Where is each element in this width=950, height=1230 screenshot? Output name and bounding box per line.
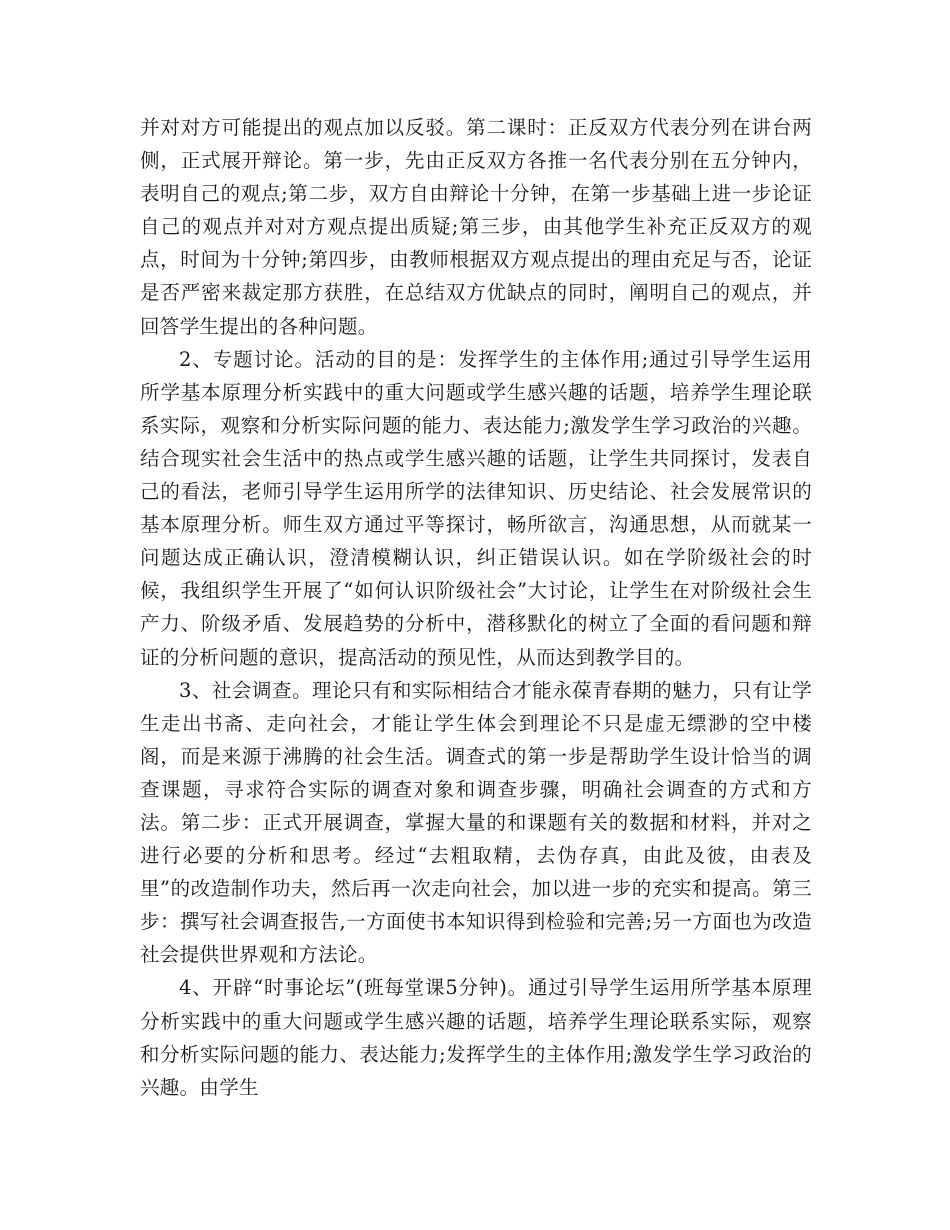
- paragraph-social-survey: 3、社会调查。理论只有和实际相结合才能永葆青春期的魅力，只有让学生走出书斋、走向社会，才能让学生体会到理论不只是虚无缥渺的空中楼阁，而是来源于沸腾的社会生活。调查式的第一步是帮助学生设计恰当的调查课题，寻求符合实际的调查对象和调查步骤，明确社会调查的方式和方法。第二步：正式开展调查，掌握大量的和课题有关的数据和材料，并对之进行必要的分析和思考。经过“去粗取精，去伪存真，由此及彼，由表及里”的改造制作功夫，然后再一次走向社会，加以进一步的充实和提高。第三步：撰写社会调查报告,一方面使书本知识得到检验和完善;另一方面也为改造社会提供世界观和方法论。: [140, 678, 812, 967]
- paragraph-topic-discussion: 2、专题讨论。活动的目的是：发挥学生的主体作用;通过引导学生运用所学基本原理分析实践中的重大问题或学生感兴趣的话题，培养学生理论联系实际，观察和分析实际问题的能力、表达能力;激发学生学习政治的兴趣。结合现实社会生活中的热点或学生感兴趣的话题，让学生共同探讨，发表自己的看法，老师引导学生运用所学的法律知识、历史结论、社会发展常识的基本原理分析。师生双方通过平等探讨，畅所欲言，沟通思想，从而就某一问题达成正确认识，澄清模糊认识，纠正错误认识。如在学阶级社会的时候，我组织学生开展了“如何认识阶级社会”大讨论，让学生在对阶级社会生产力、阶级矛盾、发展趋势的分析中，潜移默化的树立了全面的看问题和辩证的分析问题的意识，提高活动的预见性，从而达到教学目的。: [140, 347, 812, 669]
- document-body: [140, 111, 812, 1104]
- paragraph-continuation: 并对对方可能提出的观点加以反驳。第二课时：正反双方代表分列在讲台两侧，正式展开辩论。第一步，先由正反双方各推一名代表分别在五分钟内，表明自己的观点;第二步，双方自由辩论十分钟，在第一步基础上进一步论证自己的观点并对对方观点提出质疑;第三步，由其他学生补充正反双方的观点，时间为十分钟;第四步，由教师根据双方观点提出的理由充足与否，论证是否严密来裁定那方获胜，在总结双方优缺点的同时，阐明自己的观点，并回答学生提出的各种问题。: [140, 116, 812, 338]
- paragraph-current-affairs-forum: 4、开辟“时事论坛”(班每堂课5分钟)。通过引导学生运用所学基本原理分析实践中的重大问题或学生感兴趣的话题，培养学生理论联系实际，观察和分析实际问题的能力、表达能力;发挥学生的主体作用;激发学生学习政治的兴趣。由学生: [140, 976, 812, 1099]
